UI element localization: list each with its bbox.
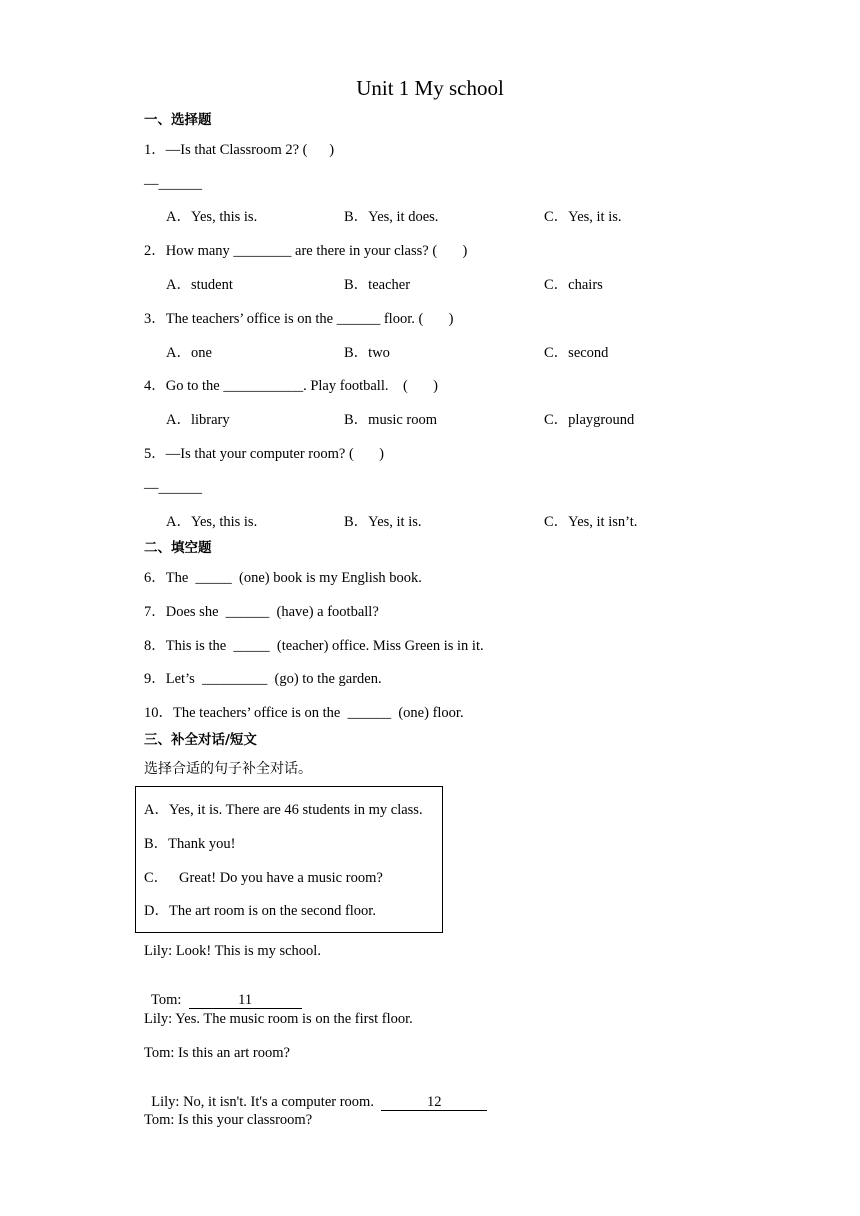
question-5-stem: 5．—Is that your computer room? ( ): [144, 446, 385, 462]
choice-a: A．Yes, it is. There are 46 students in my class.: [144, 802, 423, 818]
dialogue-line-3: Lily: Yes. The music room is on the first floor.: [144, 1011, 413, 1027]
question-3-option-b: B．two: [344, 345, 390, 361]
question-1-stem: 1．—Is that Classroom 2? ( ): [144, 142, 335, 158]
blank-number: 11: [238, 991, 253, 1008]
dialogue-line-4: Tom: Is this an art room?: [144, 1045, 290, 1061]
dialogue-line-5: [144, 1080, 487, 1111]
question-1-option-a: A．Yes, this is.: [166, 209, 258, 225]
fill-item-7: 7．Does she ______ (have) a football?: [144, 604, 379, 620]
question-3-option-a: A．one: [166, 345, 212, 361]
question-4-stem: 4．Go to the ___________. Play football. ( ): [144, 378, 439, 394]
question-5-option-b: B．Yes, it is.: [344, 514, 422, 530]
fill-item-10: 10．The teachers’ office is on the ______ (one) floor.: [144, 705, 464, 721]
question-1-option-b: B．Yes, it does.: [344, 209, 439, 225]
choice-c: C． Great! Do you have a music room?: [144, 870, 383, 886]
answer-blank-11: [189, 993, 302, 1009]
question-2-option-a: A．student: [166, 277, 233, 293]
choice-b: B．Thank you!: [144, 836, 236, 852]
question-1-answer-line: —______: [144, 176, 202, 192]
question-5-answer-line: —______: [144, 480, 202, 496]
dialogue-line-2: [144, 978, 302, 1009]
section-heading-fill: 二、填空题: [144, 540, 212, 556]
section-heading-dialogue: 三、补全对话/短文: [144, 732, 257, 748]
dialogue-speaker-text: Tom:: [151, 991, 189, 1008]
dialogue-instruction: 选择合适的句子补全对话。: [144, 761, 312, 777]
question-3-stem: 3．The teachers’ office is on the ______ floor. ( ): [144, 311, 454, 327]
fill-item-8: 8．This is the _____ (teacher) office. Miss Green is in it.: [144, 638, 484, 654]
dialogue-speaker-text: Lily: No, it isn't. It's a computer room.: [151, 1093, 382, 1110]
question-3-option-c: C．second: [544, 345, 609, 361]
question-4-option-c: C．playground: [544, 412, 635, 428]
dialogue-line-1: Lily: Look! This is my school.: [144, 943, 321, 959]
dialogue-line-6: Tom: Is this your classroom?: [144, 1112, 313, 1128]
question-5-option-c: C．Yes, it isn’t.: [544, 514, 638, 530]
question-2-option-c: C．chairs: [544, 277, 603, 293]
blank-number: 12: [426, 1093, 442, 1110]
choice-d: D．The art room is on the second floor.: [144, 903, 376, 919]
page-title: Unit 1 My school: [356, 76, 504, 100]
question-2-option-b: B．teacher: [344, 277, 411, 293]
question-1-option-c: C．Yes, it is.: [544, 209, 622, 225]
section-heading-choice: 一、选择题: [144, 112, 212, 128]
fill-item-6: 6．The _____ (one) book is my English book.: [144, 570, 422, 586]
question-4-option-a: A．library: [166, 412, 230, 428]
question-4-option-b: B．music room: [344, 412, 438, 428]
question-2-stem: 2．How many ________ are there in your class? ( ): [144, 243, 468, 259]
question-5-option-a: A．Yes, this is.: [166, 514, 258, 530]
fill-item-9: 9．Let’s _________ (go) to the garden.: [144, 671, 382, 687]
answer-blank-12: [381, 1095, 487, 1111]
